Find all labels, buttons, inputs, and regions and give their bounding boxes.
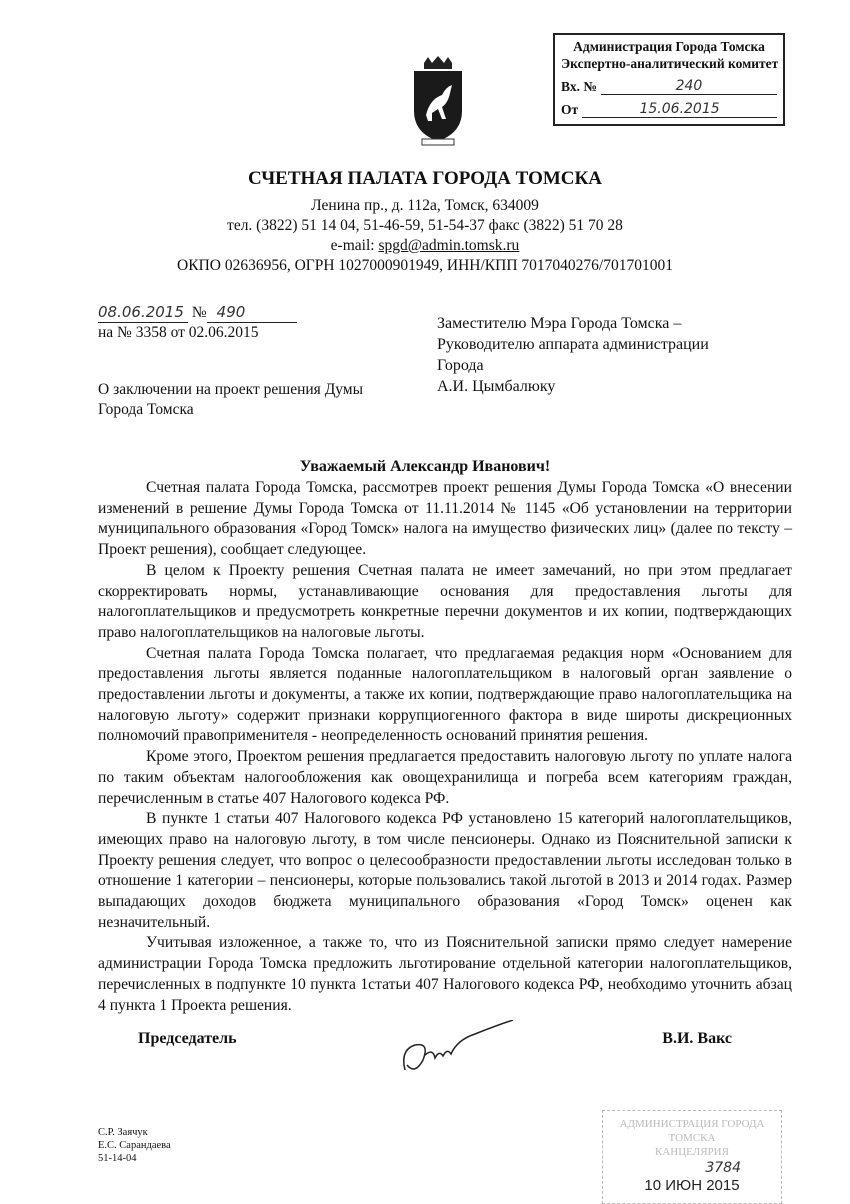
chancellery-stamp	[602, 1110, 782, 1204]
body-paragraph: В целом к Проекту решения Счетная палата не имеет замечаний, но при этом предлагает скорректировать нормы, устанавливающие основания для предоставления льготы для налогоплательщиков и предусмотреть конкретные перечни документов и их копии, подтверждающих право налогоплательщиков на налоговые льготы.	[98, 561, 792, 641]
stamp-in-no-label: Вх. №	[561, 79, 597, 94]
body-paragraph: В пункте 1 статьи 407 Налогового кодекса РФ установлено 15 категорий налогоплательщиков, имеющих право на налоговую льготу, в том числе пенсионеры. Однако из Пояснительной записки к Проекту решения следует, что вопрос о целесообразности предоставлении льготы исследован только в отношение 1 категории – пенсионеры, которые пользовались такой льготой в 2013 и 2014 годах. Размер выпадающих доходов бюджета муниципального образования «Город Томск» оценен как незначительный.	[98, 810, 792, 931]
letter-body	[98, 478, 792, 1016]
signature-row	[98, 1030, 792, 1090]
subject-block	[98, 380, 398, 420]
organization-name: СЧЕТНАЯ ПАЛАТА ГОРОДА ТОМСКА	[247, 168, 603, 189]
stamp-line2: Экспертно-аналитический комитет	[561, 56, 779, 71]
handwritten-signature-icon	[395, 1020, 515, 1080]
reply-reference: на № 3358 от 02.06.2015	[98, 324, 259, 341]
stamp-in-no-value: 240	[601, 78, 777, 95]
email-label: e-mail:	[330, 237, 379, 254]
chancellery-stamp-line2: КАНЦЕЛЯРИЯ	[655, 1146, 729, 1159]
outgoing-registration	[98, 302, 297, 343]
body-paragraph: Кроме этого, Проектом решения предлагается предоставить налоговую льготу по уплате налога по таким объектам налогообложения как овощехранилища и погреба всем категориям граждан, перечисленным в статье 407 Налогового кодекса РФ.	[98, 748, 792, 807]
body-paragraph: Счетная палата Города Томска полагает, что предлагаемая редакция норм «Основанием для предоставления льготы является поданные налогоплательщиком в налоговый орган заявление о предоставлении льготы и документы, а также их копии, подтверждающие право налогоплательщика на налоговую льготу» содержит признаки коррупциогенного фактора в виде широты дискреционных полномочий правоприменителя - неопределенность оснований принятия решения.	[98, 644, 792, 745]
letter-content	[98, 478, 792, 1204]
executors	[98, 1110, 171, 1165]
signatory-name: В.И. Вакс	[662, 1030, 732, 1048]
greeting: Уважаемый Александр Иванович!	[299, 458, 551, 475]
registry-codes: ОКПО 02636956, ОГРН 1027000901949, ИНН/КПП 7017040276/701701001	[177, 257, 673, 274]
footer-row	[98, 1110, 792, 1204]
recipient-line: Города	[437, 357, 484, 374]
organization-contacts	[0, 196, 850, 276]
chancellery-stamp-line1: АДМИНИСТРАЦИЯ ГОРОДА ТОМСКА	[619, 1118, 765, 1145]
phones: тел. (3822) 51 14 04, 51-46-59, 51-54-37 факс (3822) 51 70 28	[227, 217, 623, 234]
stamp-date-label: От	[561, 102, 579, 117]
executor: Е.С. Сарандаева	[98, 1140, 171, 1152]
city-coat-of-arms-icon	[402, 55, 474, 147]
recipient-line: Заместителю Мэра Города Томска –	[437, 315, 682, 332]
recipient-line: А.И. Цымбалюку	[437, 378, 556, 395]
chancellery-stamp-number: 3784	[705, 1160, 741, 1177]
subject-line: Города Томска	[98, 401, 194, 418]
subject-line: О заключении на проект решения Думы	[98, 381, 364, 398]
recipient-line: Руководителю аппарата администрации	[437, 336, 709, 353]
body-paragraph: Счетная палата Города Томска, рассмотрев проект решения Думы Города Томска «О внесении изменений в решение Думы Города Томска от 11.11.2014 № 1145 «Об установлении на территории муниципального образования «Город Томск» налога на имущество физических лиц» (далее по тексту – Проект решения), сообщает следующее.	[98, 479, 792, 559]
executor: С.Р. Заячук	[98, 1127, 148, 1139]
incoming-registration-stamp	[553, 33, 785, 126]
email-link[interactable]: spgd@admin.tomsk.ru	[378, 237, 520, 254]
recipient-block	[437, 313, 757, 397]
executor-phone: 51-14-04	[98, 1153, 137, 1165]
stamp-date-value: 15.06.2015	[582, 101, 777, 118]
stamp-line1: Администрация Города Томска	[573, 39, 765, 54]
outgoing-no-label: №	[191, 304, 207, 321]
outgoing-no: 490	[207, 302, 297, 323]
body-paragraph: Учитывая изложенное, а также то, что из Пояснительной записки прямо следует намерение администрации Города Томска предложить льготирование отдельной категории налогоплательщиков, перечисленных в подпункте 10 пункта 1статьи 407 Налогового кодекса РФ, необходимо уточнить абзац 4 пункта 1 Проекта решения.	[98, 934, 792, 1014]
outgoing-date: 08.06.2015	[98, 302, 188, 323]
chancellery-stamp-date: 10 ИЮН 2015	[644, 1177, 740, 1195]
signatory-title: Председатель	[138, 1030, 237, 1048]
address: Ленина пр., д. 112а, Томск, 634009	[311, 197, 539, 214]
